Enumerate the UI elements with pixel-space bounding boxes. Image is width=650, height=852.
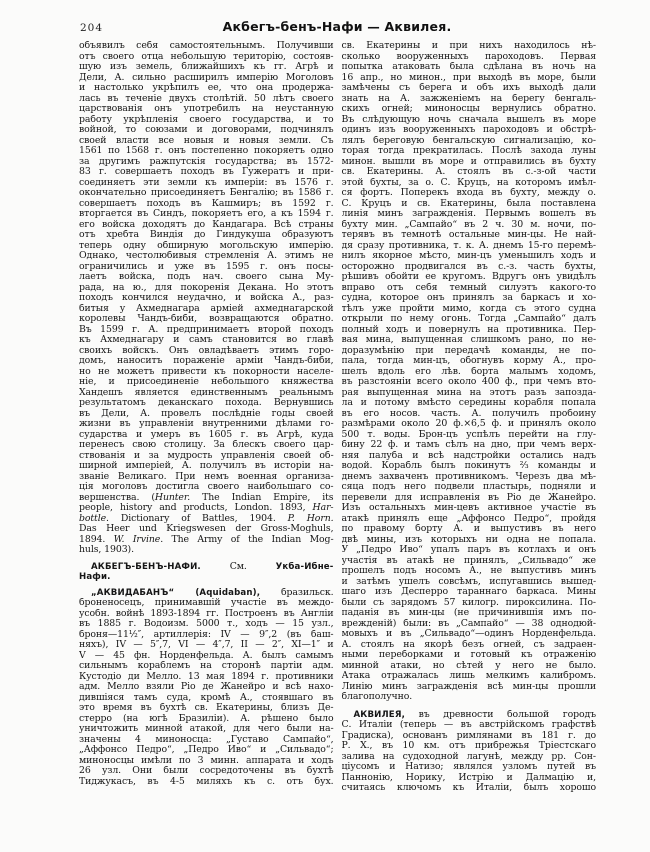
- text-line: въ его носов. часть. А. получилъ пробоину: [341, 408, 596, 419]
- text-line: рая выпущенная мина на этотъ разъ запозда-: [341, 387, 596, 398]
- text-line: отъ своего отца небольшую територію, состояв-: [79, 51, 334, 62]
- text-line: Тиджукасъ, въ 4-5 миляхъ къ с. отъ бух.: [79, 776, 334, 787]
- text-line: А. стоялъ на якорѣ безъ огней, съ задраен-: [341, 639, 596, 650]
- text-line: атакѣ принялъ еще „Аффонсо Педро“, пройдя: [341, 513, 596, 524]
- text-line: няя палуба и всѣ надстройки остались надъ: [341, 450, 596, 461]
- text-line: нилъ якорное мѣсто, мин-цъ уменьшилъ ходъ и: [341, 251, 596, 261]
- text-line: тѣлъ уже пройти мимо, когда съ этого судна: [341, 303, 596, 314]
- text-line: соединяетъ эти земли къ имперіи: въ 1576 г.: [79, 177, 334, 188]
- text-line: шелъ вдоль его лѣв. борта малымъ ходомъ,: [341, 366, 596, 377]
- text-line: водой. Корабль былъ покинутъ ⅔ команды и: [341, 461, 596, 471]
- text-line: полный ходъ и повернулъ на противника. Пер-: [341, 324, 596, 335]
- text-line: королевы Чандъ-биби, возвращаются обратно.: [79, 314, 334, 324]
- text-line: Атака отражалась лишь мелкимъ калибромъ.: [341, 671, 596, 681]
- text-line: за другимъ ражпутскія государства; въ 1572-: [79, 156, 334, 167]
- text-line: бину 22 ф. и тамъ сѣлъ на дно, при чемъ верх-: [341, 440, 596, 450]
- text-line: ся фортъ. Поперекъ входа въ бухту, между о.: [341, 188, 596, 198]
- text-line: ширной имперіей, А. получилъ въ исторіи на-: [79, 461, 334, 471]
- text-line: Въ 1599 г. А. предпринимаетъ второй походъ: [79, 324, 334, 335]
- text-line: АКВИЛЕЯ, въ древности большой городъ: [353, 709, 596, 720]
- text-line: 1561 по 1568 г. онъ постепенно покоряетъ одно: [79, 146, 334, 156]
- text-line: рѣшивъ обойти ее кругомъ. Вдругъ онъ увидѣлъ: [341, 272, 596, 282]
- text-line: Das Heer und Kriegswesen der Gross-Moghuls,: [79, 524, 334, 534]
- text-line: войной, то союзами и договорами, подчинялъ: [79, 125, 334, 135]
- text-line: въ Дели, А. провелъ послѣдніе годы своей: [79, 408, 334, 419]
- text-line: къ Ахмеднагару и самъ становится во главѣ: [79, 335, 334, 345]
- text-line: Паннонію, Норику, Истрію и Далмацію и,: [341, 772, 596, 783]
- text-line: Въ слѣдующую ночь сначала вышелъ въ море: [341, 114, 596, 125]
- text-line: скихъ огней; миноносцы вернулись обратно.: [341, 104, 596, 114]
- text-column-right: [342, 41, 597, 794]
- text-line: вправо отъ себя темный силуэтъ какого-то: [341, 282, 596, 293]
- text-line: ція моголовъ достигла своего наибольшаго со-: [79, 482, 334, 492]
- text-line: сударства и умеръ въ 1605 г. въ Агрѣ, куда: [79, 429, 334, 440]
- text-line: объявилъ себя самостоятельнымъ. Получивши: [79, 41, 334, 51]
- text-line: домъ, наноситъ пораженіе арміи Чандъ-биби,: [79, 356, 334, 366]
- text-line: были съ зарядомъ 57 килогр. пироксилина. По-: [341, 597, 596, 608]
- text-line: Однако, честолюбивыя стремленія А. этимъ не: [79, 251, 334, 261]
- text-line: сяца подъ него подвели пластырь, подняли и: [341, 482, 596, 492]
- text-line: благополучно.: [341, 692, 413, 702]
- text-line: рада, на ю., для покоренія Декана. Но этотъ: [79, 282, 334, 293]
- text-line: это время въ бухтѣ св. Екатерины, близъ Де-: [79, 703, 334, 713]
- text-line: 83 г. совершаетъ походъ въ Гужератъ и при-: [79, 167, 334, 177]
- text-line: Дели, А. сильно расширилъ имперію Моголовъ: [79, 72, 334, 83]
- text-line: ціусомъ и Натизо; являлся узломъ путей въ: [341, 762, 596, 772]
- text-line: пала, тогда мин-цъ, обогнувъ корму А., про-: [341, 356, 596, 366]
- text-line: шую изъ земель, ближайшихъ къ гг. Агрѣ и: [79, 62, 334, 72]
- text-line: bottle. Dictionary of Battles, 1904. P. Horn.: [79, 513, 334, 524]
- text-line: мовыхъ и въ „Сильвадо“—одинъ Норденфельда.: [341, 629, 596, 639]
- page-header: [79, 19, 595, 35]
- text-line: ограничились и уже въ 1595 г. онъ посы-: [79, 261, 334, 272]
- text-line: открыли по нему огонь. Тогда „Сампайо“ далъ: [341, 314, 596, 324]
- text-line: дя сразу противника, т. к. А. днемъ 15-го перемѣ-: [341, 240, 596, 251]
- text-line: huls, 1903).: [79, 545, 134, 555]
- text-line: дившіяся тамъ суда, кромѣ А., стоявшаго въ: [79, 692, 334, 703]
- running-title: Акбегъ-бенъ-Нафи — Аквилея.: [222, 19, 452, 34]
- text-line: вершенства. (Hunter. The Indian Empire, its: [79, 492, 334, 503]
- text-line: знать на А. зажженіемъ на берегу бенгаль-: [341, 93, 596, 104]
- text-line: походъ кончился неудачно, и войска А., раз-: [79, 293, 334, 303]
- text-line: одинъ изъ вооруженныхъ пароходовъ и обстрѣ-: [341, 125, 596, 135]
- text-line: АКБЕГЪ-БЕНЪ-НАФИ. См. Укба-Ибне-: [91, 561, 334, 572]
- text-line: осторожно продвигался въ с.-з. часть бухты,: [341, 261, 596, 272]
- text-line: окончательно присоединяетъ Бенгалію; въ 1586 г.: [79, 188, 334, 198]
- text-line: въ 1885 г. Водоизм. 5000 т., ходъ — 15 узл.,: [79, 619, 334, 629]
- text-line: результатомъ деканскаго похода. Вернувшись: [79, 398, 334, 408]
- text-line: ла и потому вмѣсто середины корабля попала: [341, 398, 596, 408]
- text-line: лялъ береговую бенгальскую сигнализацію, ко-: [341, 135, 596, 146]
- text-line: лась въ теченіе двухъ столѣтій. 50 лѣтъ своего: [79, 93, 334, 104]
- text-line: Кустодіо ди Мелло. 13 мая 1894 г. противники: [79, 671, 334, 682]
- text-line: св. Екатерины и при нихъ находилось нѣ-: [341, 41, 596, 51]
- text-line: 26 узл. Они были сосредоточены въ бухтѣ: [79, 766, 334, 776]
- text-line: миноносцы имѣли по 3 минн. аппарата и ходъ: [79, 755, 334, 766]
- text-line: прошелъ подъ носомъ А., не выпустивъ минъ: [341, 566, 596, 576]
- text-line: адм. Мелло взяли Ріо де Жанейро и всѣ нахо-: [79, 682, 334, 692]
- text-line: перенесъ свою столицу. За блескъ своего цар-: [79, 440, 334, 450]
- text-line: своихъ войскъ. Онъ овладѣваетъ этимъ горо-: [79, 345, 334, 356]
- text-line: 1894. W. Irvine. The Army of the Indian Mog-: [79, 534, 334, 545]
- text-line: перевели для исправленія въ Ріо де Жанейро.: [341, 492, 596, 503]
- text-line: этой бухты, за о. С. Круцъ, на которомъ имѣл-: [341, 177, 596, 188]
- text-line: работу укрѣпленія своего государства, и то: [79, 114, 334, 125]
- text-line: минон. вышли въ море и отправились въ бухту: [341, 156, 596, 167]
- text-line: people, history and products, London. 1893, Har-: [79, 503, 334, 513]
- text-line: вторгается въ Синдъ, покоряетъ его, а къ 1594 г.: [79, 209, 334, 219]
- text-line: С. Круцъ и св. Екатерины, была поставлена: [341, 198, 596, 209]
- text-line: но не можетъ привести къ покорности населе-: [79, 366, 334, 377]
- text-line: V — 45 фн. Норденфельда. А. былъ самымъ: [79, 650, 334, 661]
- text-line: уничтожить минной атакой, для чего были на-: [79, 724, 334, 734]
- text-line: попытка атаковать была сдѣлана въ ночь на: [341, 62, 596, 72]
- text-line: лаетъ войска, подъ нач. своего сына Му-: [79, 272, 334, 282]
- text-line: и настолько укрѣпилъ ее, что она продержа-: [79, 83, 334, 93]
- text-line: Изъ остальныхъ мин-цевъ активное участіе въ: [341, 503, 596, 513]
- text-line: броненосецъ, принимавшій участіе въ междо-: [79, 598, 334, 608]
- text-line: судна, которое онъ принялъ за баркасъ и хо-: [341, 293, 596, 303]
- text-line: шаго изъ Десперро тараннаго баркаса. Мины: [341, 587, 596, 597]
- text-line: минной атаки, но сѣтей у него не было.: [341, 660, 596, 671]
- text-line: считаясь ключомъ къ Италіи, былъ хорошо: [341, 783, 596, 793]
- text-line: стерро (на югѣ Бразиліи). А. рѣшено было: [79, 713, 334, 724]
- text-line: залива на судоходной лагунѣ, между рр. Сон-: [341, 751, 596, 762]
- text-line: днемъ захваченъ противникомъ. Черезъ два мѣ-: [341, 471, 596, 482]
- text-line: отъ хребта Виндія до Гиндукуша образуютъ: [79, 230, 334, 240]
- text-line: битыя у Ахмеднагара арміей ахмеднагарской: [79, 303, 334, 314]
- text-line: торая тогда прекратилась. Послѣ захода луны: [341, 146, 596, 156]
- text-line: своей власти все новыя и новыя земли. Съ: [79, 135, 334, 146]
- text-line: няхъ), IV — 5″,7, VI — 4″,7, II — 2″, XI—1″ и: [79, 640, 334, 650]
- text-line: вая мина, выпущенная слишкомъ рано, по не-: [341, 335, 596, 345]
- text-line: ніе, и присоединеніе небольшого княжества: [79, 377, 334, 387]
- text-line: Градиска), основанъ римлянами въ 181 г. до: [341, 730, 596, 741]
- text-line: 500 т. воды. Брон-цъ успѣлъ перейти на глу-: [341, 429, 596, 440]
- text-line: ными переборками и готовый къ отраженію: [341, 650, 596, 660]
- text-line: сколько вооруженныхъ пароходовъ. Первая: [341, 51, 596, 62]
- text-line: линія минъ загражденія. Первымъ вошелъ въ: [341, 209, 596, 219]
- text-line: 16 апр., но минон., при выходѣ въ море, были: [341, 72, 596, 83]
- text-line: и затѣмъ ушелъ совсѣмъ, испугавшись вышед-: [341, 576, 596, 587]
- text-line: царствованія онъ употребилъ на неустанную: [79, 104, 334, 114]
- text-line: теперь одну обширную могольскую имперію.: [79, 240, 334, 251]
- text-line: его войска доходятъ до Кандагара. Всѣ страны: [79, 219, 334, 230]
- text-line: значены 4 миноносца: „Густаво Сампайо“,: [79, 734, 334, 745]
- text-line: „АКВИДАБАНЪ“ (Aquidaban), бразильск.: [91, 587, 334, 598]
- text-line: бухту мин. „Сампайо“ въ 2 ч. 30 м. ночи, по-: [341, 219, 596, 230]
- text-line: двѣ мины, изъ которыхъ ни одна не попала.: [341, 534, 596, 545]
- text-line: въ разстояніи всего около 400 ф., при чемъ вто-: [341, 377, 596, 387]
- text-line: участія въ атакѣ не принялъ, „Сильвадо“ же: [341, 555, 596, 566]
- text-line: жизни въ управленіи внутренними дѣлами го-: [79, 419, 334, 429]
- text-line: Р. Х., въ 10 км. отъ прибрежья Тріестскаго: [341, 741, 596, 751]
- text-line: Хандешъ является единственнымъ реальнымъ: [79, 387, 334, 398]
- text-line: ствованія и за мудрость управленія своей об-: [79, 450, 334, 461]
- text-column-left: [79, 41, 334, 794]
- text-columns: [79, 41, 596, 794]
- text-line: паданія въ мин-цы (не причинившія имъ по-: [341, 608, 596, 618]
- text-line: врежденій) были: въ „Сампайо“ — 38 однодюй-: [341, 618, 596, 629]
- text-line: сильнымъ кораблемъ на сторонѣ партіи адм.: [79, 661, 334, 671]
- text-line: усобн. войнѣ 1893-1894 гг. Построенъ въ Англіи: [79, 608, 334, 619]
- text-line: С. Италіи (теперь — въ австрійскомъ графствѣ: [341, 720, 596, 730]
- text-line: У „Педро Иво“ упалъ паръ въ котлахъ и онъ: [341, 545, 596, 555]
- text-line: Линію минъ загражденія всѣ мин-цы прошли: [341, 681, 596, 692]
- text-line: терявъ въ темнотѣ остальные мин-цы. Не най-: [341, 230, 596, 240]
- text-line: доразумѣнію при передачѣ команды, не по-: [341, 345, 596, 356]
- text-line: броня—11½″, артиллерія: IV — 9″,2 (въ баш-: [79, 629, 334, 640]
- text-line: св. Екатерины. А. стоялъ въ с.-з-ой части: [341, 167, 596, 177]
- page-number: 204: [80, 22, 104, 34]
- text-line: совершаетъ походъ въ Кашмиръ; въ 1592 г.: [79, 198, 334, 209]
- text-line: замѣчены съ берега и объ ихъ выходѣ дали: [341, 83, 596, 93]
- text-line: размѣрами около 20 ф.×6,5 ф. и принялъ около: [341, 419, 596, 429]
- text-line: званіе Великаго. При немъ военная организа-: [79, 471, 334, 482]
- text-line: Нафи.: [79, 572, 111, 582]
- text-line: „Аффонсо Педро“, „Педро Иво“ и „Сильвадо“;: [79, 745, 334, 755]
- text-line: по правому борту А. и выпустивъ въ него: [341, 524, 596, 534]
